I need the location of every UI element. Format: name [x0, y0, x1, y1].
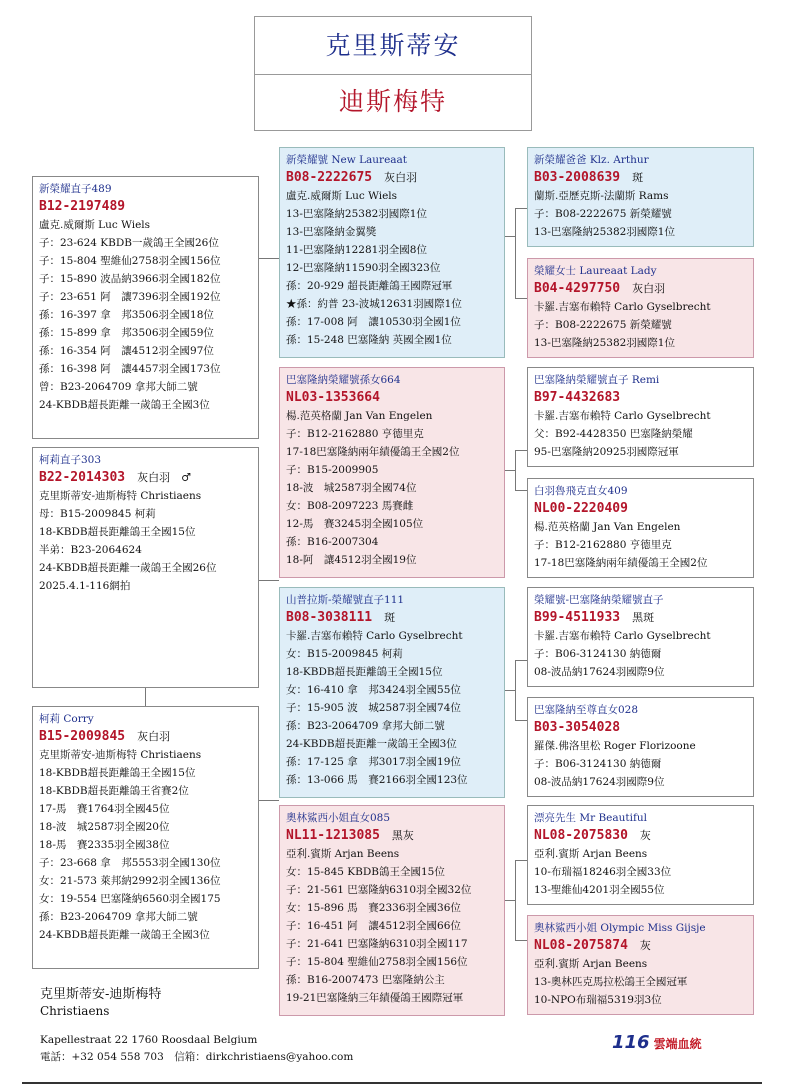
- box-line: 女：15-896 馬 賽2336羽全國36位: [286, 902, 461, 914]
- box-line: 18-波 城2587羽全國74位: [286, 482, 417, 494]
- pedigree-box: [32, 176, 259, 439]
- box-line: 24-KBDB超長距離一歲鴿王全國3位: [286, 738, 457, 750]
- box-title: 新榮耀號 New Laureaat: [286, 154, 408, 166]
- box-line: 亞利.賓斯 Arjan Beens: [286, 848, 400, 860]
- feather-color: 斑: [384, 611, 396, 624]
- box-line: 孫：B23-2064709 拿邦大師二號: [286, 720, 445, 732]
- connector: [515, 720, 527, 721]
- connector: [515, 490, 527, 491]
- connector: [505, 470, 515, 471]
- ring-number: B22-2014303: [39, 470, 126, 485]
- feather-color: 斑: [632, 171, 644, 184]
- box-line: 孫：15-248 巴塞隆納 英國全國1位: [286, 334, 452, 346]
- box-line: 18-波 城2587羽全國20位: [39, 821, 170, 833]
- pedigree-box: [527, 697, 754, 797]
- ring-number: B15-2009845: [39, 729, 126, 744]
- box-line: 12-巴塞隆納11590羽全國323位: [286, 262, 441, 274]
- header-name-2: 迪斯梅特: [254, 73, 532, 131]
- logo-text: 雲端血統: [653, 1037, 702, 1051]
- box-line: 子：15-804 聖維仙2758羽全國156位: [286, 956, 468, 968]
- box-line: 18-KBDB超長距離鴿王全國15位: [39, 767, 196, 779]
- box-title: 山普拉斯-榮耀號直子111: [286, 594, 405, 606]
- connector: [259, 580, 279, 581]
- feather-color: 黑灰: [391, 829, 414, 842]
- box-line: 孫：17-125 拿 邦3017羽全國19位: [286, 756, 461, 768]
- box-line: 子：23-651 阿 讓7396羽全國192位: [39, 291, 221, 303]
- box-line: 24-KBDB超長距離一歲鴿王全國3位: [39, 399, 210, 411]
- breeder-name: 克里斯蒂安-迪斯梅特: [40, 987, 162, 1002]
- ring-number: B08-3038111: [286, 610, 373, 625]
- box-line: 孫：16-397 拿 邦3506羽全國18位: [39, 309, 214, 321]
- logo: [612, 1032, 702, 1053]
- box-line: 盧克.威爾斯 Luc Wiels: [39, 219, 151, 231]
- connector: [515, 450, 516, 490]
- box-ring-row: [286, 609, 498, 627]
- connector: [515, 660, 516, 720]
- logo-number: 116: [612, 1032, 650, 1053]
- box-line: 女：B08-2097223 馬賽雌: [286, 500, 414, 512]
- pedigree-box: [279, 587, 505, 798]
- box-line: 楊.范英格蘭 Jan Van Engelen: [286, 410, 433, 422]
- box-title: 榮耀號-巴塞隆納榮耀號直子: [534, 594, 664, 606]
- box-line: 女：15-845 KBDB鴿王全國15位: [286, 866, 445, 878]
- box-line: 11-巴塞隆納12281羽全國8位: [286, 244, 427, 256]
- ring-number: NL00-2220409: [534, 501, 628, 516]
- box-line: 孫：B16-2007304: [286, 536, 379, 548]
- breeder-info: [40, 986, 161, 1020]
- feather-color: 黑斑: [632, 611, 655, 624]
- box-line: 子：16-451 阿 讓4512羽全國66位: [286, 920, 461, 932]
- box-title: 奧林鯊西小姐直女085: [286, 812, 391, 824]
- box-line: 08-波品納17624羽國際9位: [534, 776, 665, 788]
- pedigree-box: [527, 367, 754, 467]
- feather-color: 灰白羽 ♂: [137, 471, 191, 484]
- box-ring-row: [286, 827, 498, 845]
- box-line: 08-波品納17624羽國際9位: [534, 666, 665, 678]
- box-line: 13-聖維仙4201羽全國55位: [534, 884, 665, 896]
- box-line: 18-KBDB超長距離鴿王省賽2位: [39, 785, 189, 797]
- pedigree-box: [279, 805, 505, 1016]
- box-title: 漂亮先生 Mr Beautiful: [534, 812, 647, 824]
- box-title: 榮耀女士 Laureaat Lady: [534, 265, 657, 277]
- box-ring-row: [534, 937, 747, 955]
- connector: [515, 450, 527, 451]
- connector: [515, 940, 527, 941]
- box-line: 子：B15-2009905: [286, 464, 379, 476]
- box-line: 半弟：B23-2064624: [39, 544, 142, 556]
- box-line: 子：15-890 波品納3966羽全國182位: [39, 273, 221, 285]
- box-line: 12-馬 賽3245羽全國105位: [286, 518, 424, 530]
- box-line: 孫：17-008 阿 讓10530羽全國1位: [286, 316, 461, 328]
- box-line: 女：21-573 萊邦納2992羽全國136位: [39, 875, 221, 887]
- box-line: 子：23-668 拿 邦5553羽全國130位: [39, 857, 221, 869]
- box-line: 克里斯蒂安-迪斯梅特 Christiaens: [39, 749, 202, 761]
- box-title: 巴塞隆納至尊直女028: [534, 704, 639, 716]
- box-line: 羅傑.佛洛里松 Roger Florizoone: [534, 740, 696, 752]
- box-line: 子：B06-3124130 納德爾: [534, 758, 662, 770]
- ring-number: B04-4297750: [534, 281, 621, 296]
- pedigree-box: [32, 447, 259, 688]
- header-name-1: 克里斯蒂安: [254, 16, 532, 75]
- box-line: 父：B92-4428350 巴塞隆納榮耀: [534, 428, 693, 440]
- box-ring-row: [534, 169, 747, 187]
- box-line: 盧克.威爾斯 Luc Wiels: [286, 190, 398, 202]
- connector: [145, 688, 146, 706]
- divider: [22, 1082, 762, 1084]
- box-ring-row: [286, 169, 498, 187]
- box-line: 24-KBDB超長距離一歲鴿王全國26位: [39, 562, 217, 574]
- box-line: ★孫：約普 23-波城12631羽國際1位: [286, 298, 462, 310]
- box-title: 柯莉直子303: [39, 454, 102, 466]
- box-line: 曾：B23-2064709 拿邦大師二號: [39, 381, 198, 393]
- box-line: 孫：B23-2064709 拿邦大師二號: [39, 911, 198, 923]
- box-ring-row: [286, 389, 498, 407]
- box-ring-row: [534, 609, 747, 627]
- box-line: 子：B08-2222675 新榮耀號: [534, 319, 672, 331]
- connector: [515, 860, 527, 861]
- connector: [515, 208, 527, 209]
- box-title: 白羽魯飛克直女409: [534, 485, 628, 497]
- box-line: 孫：16-398 阿 讓4457羽全國173位: [39, 363, 221, 375]
- box-line: 女：16-410 拿 邦3424羽全國55位: [286, 684, 461, 696]
- box-line: 蘭斯.亞歷克斯-法蘭斯 Rams: [534, 190, 669, 202]
- ring-number: B12-2197489: [39, 199, 126, 214]
- box-line: 95-巴塞隆納20925羽國際冠軍: [534, 446, 679, 458]
- box-ring-row: [534, 280, 747, 298]
- box-ring-row: [534, 827, 747, 845]
- ring-number: NL03-1353664: [286, 390, 380, 405]
- feather-color: 灰白羽: [137, 730, 171, 743]
- pedigree-box: [527, 147, 754, 247]
- box-line: 13-巴塞隆納25382羽國際1位: [534, 226, 675, 238]
- box-line: 卡羅.吉塞布賴特 Carlo Gyselbrecht: [534, 630, 711, 642]
- box-line: 2025.4.1-116網拍: [39, 580, 131, 592]
- box-line: 18-KBDB超長距離鴿王全國15位: [39, 526, 196, 538]
- box-ring-row: [39, 728, 252, 746]
- box-line: 17-18巴塞隆納兩年績優鴿王全國2位: [286, 446, 460, 458]
- pedigree-box: [32, 706, 259, 969]
- box-line: 子：21-561 巴塞隆納6310羽全國32位: [286, 884, 472, 896]
- box-line: 13-巴塞隆納金翼獎: [286, 226, 377, 238]
- connector: [505, 900, 515, 901]
- box-title: 巴塞隆納榮耀號直子 Remi: [534, 374, 660, 386]
- box-line: 卡羅.吉塞布賴特 Carlo Gyselbrecht: [286, 630, 463, 642]
- box-line: 楊.范英格蘭 Jan Van Engelen: [534, 521, 681, 533]
- box-line: 18-阿 讓4512羽全國19位: [286, 554, 417, 566]
- connector: [515, 660, 527, 661]
- box-line: 孫：B16-2007473 巴塞隆納公主: [286, 974, 445, 986]
- box-title: 柯莉 Corry: [39, 713, 94, 725]
- box-title: 新榮耀爸爸 Klz. Arthur: [534, 154, 649, 166]
- box-line: 18-KBDB超長距離鴿王全國15位: [286, 666, 443, 678]
- pedigree-box: [279, 147, 505, 358]
- box-line: 24-KBDB超長距離一歲鴿王全國3位: [39, 929, 210, 941]
- connector: [259, 258, 279, 259]
- pedigree-box: [527, 258, 754, 358]
- feather-color: 灰白羽: [632, 282, 666, 295]
- ring-number: B99-4511933: [534, 610, 621, 625]
- ring-number: NL11-1213085: [286, 828, 380, 843]
- box-ring-row: [534, 719, 747, 737]
- box-ring-row: [39, 469, 252, 487]
- box-ring-row: [534, 389, 747, 407]
- box-line: 子：B12-2162880 亨德里克: [534, 539, 672, 551]
- box-line: 卡羅.吉塞布賴特 Carlo Gyselbrecht: [534, 410, 711, 422]
- box-line: 亞利.賓斯 Arjan Beens: [534, 848, 648, 860]
- ring-number: NL08-2075830: [534, 828, 628, 843]
- box-line: 17-18巴塞隆納兩年績優鴿王全國2位: [534, 557, 708, 569]
- box-line: 子：15-905 波 城2587羽全國74位: [286, 702, 461, 714]
- pedigree-box: [527, 805, 754, 905]
- pedigree-box: [527, 478, 754, 578]
- connector: [259, 800, 279, 801]
- connector: [505, 690, 515, 691]
- box-line: 女：B15-2009845 柯莉: [286, 648, 403, 660]
- address: Kapellestraat 22 1760 Roosdaal Belgium: [40, 1034, 258, 1046]
- box-line: 卡羅.吉塞布賴特 Carlo Gyselbrecht: [534, 301, 711, 313]
- box-title: 巴塞隆納榮耀號孫女664: [286, 374, 401, 386]
- box-line: 10-布瑞福18246羽全國33位: [534, 866, 672, 878]
- box-line: 孫：16-354 阿 讓4512羽全國97位: [39, 345, 214, 357]
- box-ring-row: [39, 198, 252, 216]
- box-title: 奧林鯊西小姐 Olympic Miss Gijsje: [534, 922, 706, 934]
- pedigree-box: [527, 587, 754, 687]
- box-line: 孫：13-066 馬 賽2166羽全國123位: [286, 774, 468, 786]
- box-line: 13-奧林匹克馬拉松鴿王全國冠軍: [534, 976, 688, 988]
- feather-color: 灰白羽: [384, 171, 418, 184]
- box-line: 19-21巴塞隆納三年績優鴿王國際冠軍: [286, 992, 464, 1004]
- box-line: 子：B12-2162880 亨德里克: [286, 428, 424, 440]
- box-line: 母：B15-2009845 柯莉: [39, 508, 156, 520]
- ring-number: B08-2222675: [286, 170, 373, 185]
- box-line: 亞利.賓斯 Arjan Beens: [534, 958, 648, 970]
- pedigree-box: [527, 915, 754, 1015]
- box-line: 18-馬 賽2335羽全國38位: [39, 839, 170, 851]
- box-line: 孫：15-899 拿 邦3506羽全國59位: [39, 327, 214, 339]
- feather-color: 灰: [639, 829, 651, 842]
- contact: 電話：+32 054 558 703 信箱：dirkchristiaens@yahoo.com: [40, 1051, 354, 1063]
- box-ring-row: [534, 500, 747, 518]
- ring-number: B03-2008639: [534, 170, 621, 185]
- box-line: 孫：20-929 超長距離鴿王國際冠軍: [286, 280, 453, 292]
- connector: [505, 236, 515, 237]
- feather-color: 灰: [639, 939, 651, 952]
- pedigree-box: [279, 367, 505, 578]
- ring-number: B97-4432683: [534, 390, 621, 405]
- box-line: 子：15-804 聖維仙2758羽全國156位: [39, 255, 221, 267]
- ring-number: NL08-2075874: [534, 938, 628, 953]
- box-line: 子：B08-2222675 新榮耀號: [534, 208, 672, 220]
- ring-number: B03-3054028: [534, 720, 621, 735]
- breeder-name-en: Christiaens: [40, 1004, 110, 1018]
- contact-info: [40, 1032, 353, 1066]
- box-line: 女：19-554 巴塞隆納6560羽全國175: [39, 893, 221, 905]
- connector: [515, 208, 516, 298]
- box-line: 子：23-624 KBDB一歲鴿王全國26位: [39, 237, 219, 249]
- box-line: 克里斯蒂安-迪斯梅特 Christiaens: [39, 490, 202, 502]
- connector: [515, 298, 527, 299]
- box-line: 17-馬 賽1764羽全國45位: [39, 803, 170, 815]
- box-line: 子：B06-3124130 納德爾: [534, 648, 662, 660]
- box-title: 新榮耀直子489: [39, 183, 112, 195]
- box-line: 子：21-641 巴塞隆納6310羽全國117: [286, 938, 468, 950]
- box-line: 13-巴塞隆納25382羽國際1位: [534, 337, 675, 349]
- box-line: 13-巴塞隆納25382羽國際1位: [286, 208, 427, 220]
- connector: [515, 860, 516, 940]
- box-line: 10-NPO布瑞福5319羽3位: [534, 994, 662, 1006]
